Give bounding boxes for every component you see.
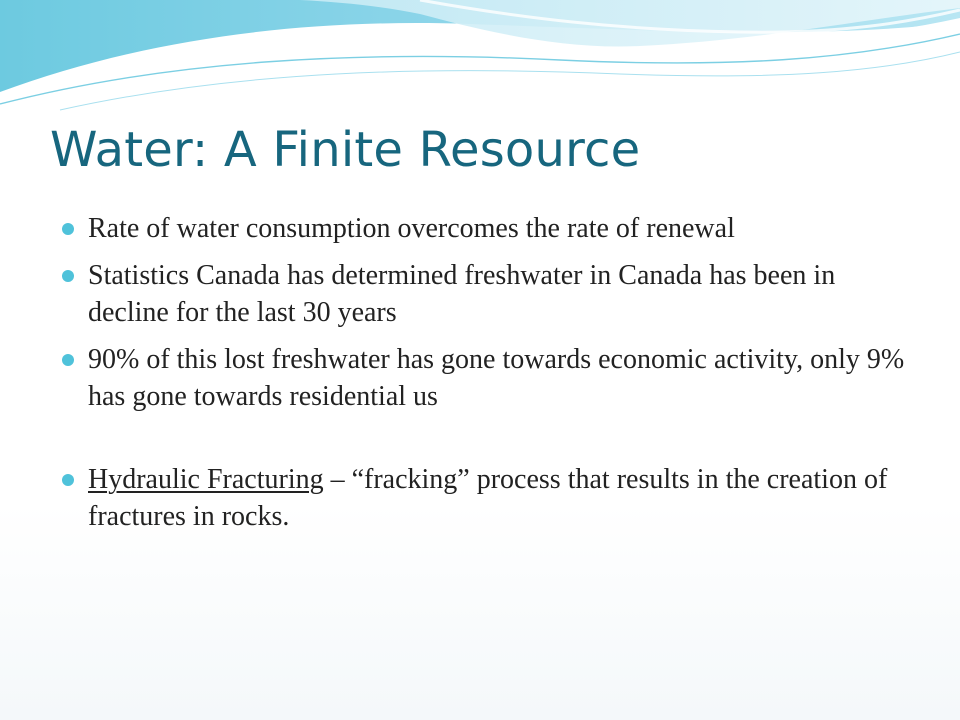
bullet-dot-icon [62, 270, 74, 282]
bullet-dot-icon [62, 474, 74, 486]
bullet-item [62, 210, 922, 247]
bullet-item [62, 341, 922, 415]
bullet-term: Hydraulic Fracturing [88, 464, 324, 495]
bullet-text: – “fracking” process that results in the creation of fractures in rocks. [88, 464, 888, 532]
bullet-dot-icon [62, 223, 74, 235]
bullet-item [62, 461, 922, 535]
slide-title: Water: A Finite Resource [50, 122, 641, 178]
bullet-item [62, 257, 922, 331]
wave-header-decoration [0, 0, 960, 120]
bullet-list [62, 210, 922, 545]
bullet-text: 90% of this lost freshwater has gone towards economic activity, only 9% has gone towards residential us [88, 344, 905, 412]
bullet-text: Rate of water consumption overcomes the rate of renewal [88, 213, 735, 244]
bullet-dot-icon [62, 354, 74, 366]
bullet-text: Statistics Canada has determined freshwater in Canada has been in decline for the last 30 years [88, 260, 836, 328]
